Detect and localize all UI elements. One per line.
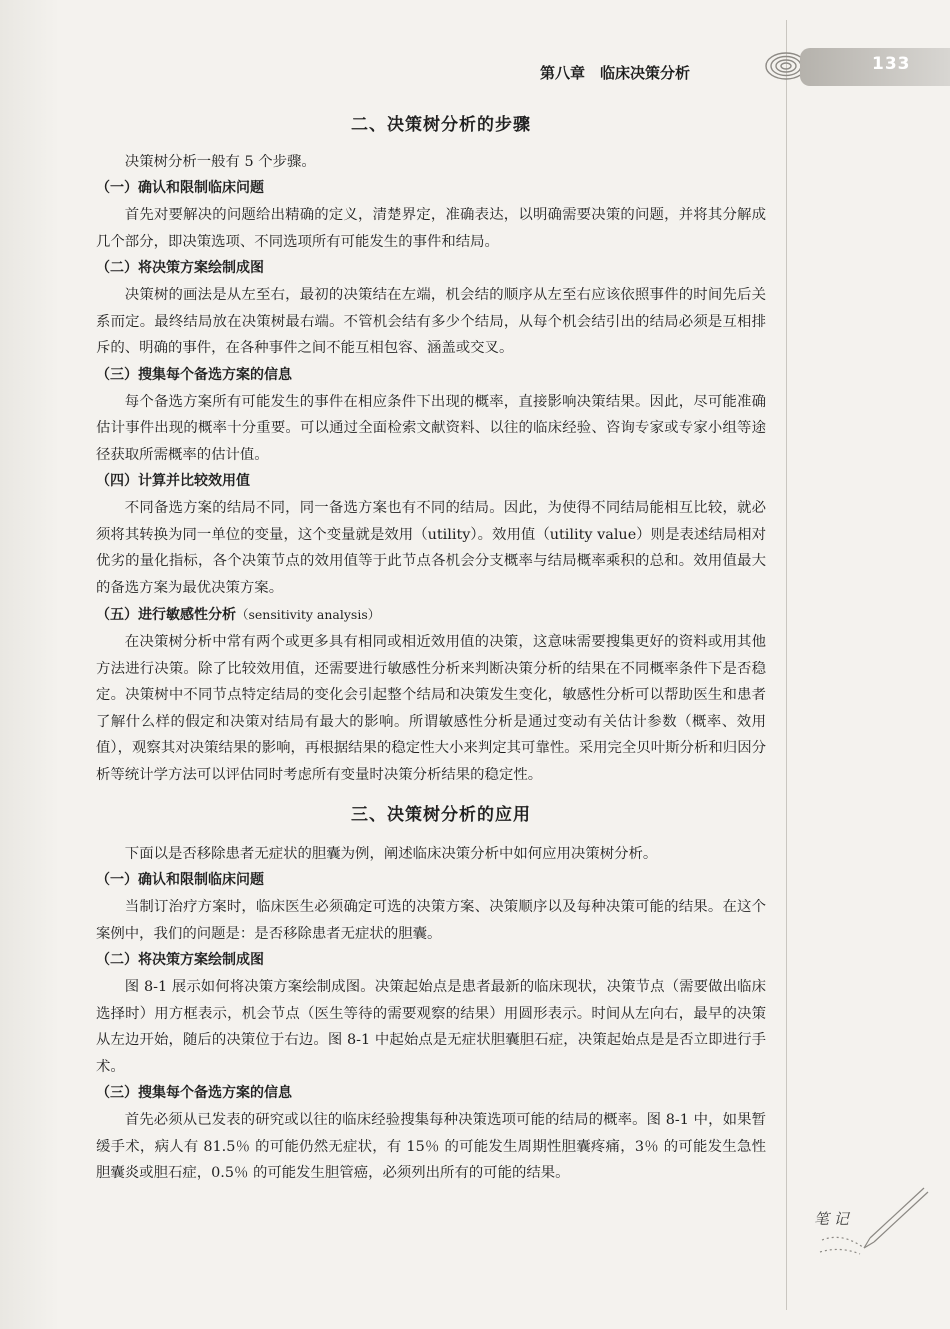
page-gutter-shadow: [0, 0, 60, 1329]
step-heading: （二）将决策方案绘制成图: [96, 260, 264, 276]
step-paragraph: 当制订治疗方案时，临床医生必须确定可选的决策方案、决策顺序以及每种决策可能的结果。在这个案例中，我们的问题是：是否移除患者无症状的胆囊。: [96, 899, 766, 942]
step-heading: （四）计算并比较效用值: [96, 473, 250, 489]
page-number: 133: [872, 54, 911, 74]
step-paragraph: 首先必须从已发表的研究或以往的临床经验搜集每种决策选项可能的结局的概率。图 8-1 中，如果暂缓手术，病人有 81.5％ 的可能仍然无症状，有 15％ 的可能发生周期性胆囊疼痛，3％ 的可能发生急性胆囊炎或胆石症，0.5％ 的可能发生胆管癌，必须列出所有的可能的结果。: [96, 1112, 766, 1181]
running-header: [540, 58, 690, 86]
step-heading: （二）将决策方案绘制成图: [96, 952, 264, 968]
step-heading-sensitivity: [96, 601, 766, 629]
step-paragraph: 在决策树分析中常有两个或更多具有相同或相近效用值的决策，这意味需要搜集更好的资料或用其他方法进行决策。除了比较效用值，还需要进行敏感性分析来判断决策分析的结果在不同概率条件下是否稳定。决策树中不同节点特定结局的变化会引起整个结局和决策发生变化，敏感性分析可以帮助医生和患者了解什么样的假定和决策对结局有最大的影响。所谓敏感性分析是通过变动有关估计参数（概率、效用值），观察其对决策结果的影响，再根据结果的稳定性大小来判定其可靠性。采用完全贝叶斯分析和归因分析等统计学方法可以评估同时考虑所有变量时决策分析结果的稳定性。: [96, 634, 766, 783]
step-paragraph: 不同备选方案的结局不同，同一备选方案也有不同的结局。因此，为使得不同结局能相互比较，就必须将其转换为同一单位的变量，这个变量就是效用（utility）。效用值（utility value）则是表述结局相对优劣的量化指标，各个决策节点的效用值等于此节点各机会分支概率与结局概率乘积的总和。效用值最大的备选方案为最优决策方案。: [96, 500, 766, 596]
step-paragraph: 首先对要解决的问题给出精确的定义，清楚界定，准确表达，以明确需要决策的问题，并将其分解成几个部分，即决策选项、不同选项所有可能发生的事件和结局。: [96, 207, 766, 250]
chapter-title: 第八章 临床决策分析: [540, 63, 691, 82]
page-body: [96, 112, 766, 1187]
section-intro: 下面以是否移除患者无症状的胆囊为例，阐述临床决策分析中如何应用决策树分析。: [124, 845, 658, 862]
section-title: 三、决策树分析的应用: [351, 805, 531, 825]
step-paragraph: 每个备选方案所有可能发生的事件在相应条件下出现的概率，直接影响决策结果。因此，尽可能准确估计事件出现的概率十分重要。可以通过全面检索文献资料、以往的临床经验、咨询专家或专家小组等途径获取所需概率的估计值。: [96, 393, 766, 463]
step-paragraph: 图 8-1 展示如何将决策方案绘制成图。决策起始点是患者最新的临床现状，决策节点（需要做出临床选择时）用方框表示，机会节点（医生等待的需要观察的结果）用圆形表示。时间从左向右，最早的决策从左边开始，随后的决策位于右边。图 8-1 中起始点是无症状胆囊胆石症，决策起始点是是否立即进行手术。: [96, 979, 766, 1075]
margin-divider: [786, 20, 787, 1310]
notes-label: 笔 记: [814, 1210, 849, 1228]
step-heading: （三）搜集每个备选方案的信息: [96, 366, 292, 383]
step-heading-text: （五）进行敏感性分析: [96, 607, 236, 623]
step-heading: （一）确认和限制临床问题: [96, 180, 264, 196]
step-heading: （一）确认和限制临床问题: [96, 872, 264, 888]
section-title: 二、决策树分析的步骤: [351, 115, 531, 135]
step-heading: （三）搜集每个备选方案的信息: [96, 1085, 292, 1101]
section-intro: 决策树分析一般有 5 个步骤。: [124, 153, 316, 170]
step-heading-english: （sensitivity analysis）: [236, 607, 381, 622]
step-paragraph: 决策树的画法是从左至右，最初的决策结在左端，机会结的顺序从左至右应该依照事件的时间先后关系而定。最终结局放在决策树最右端。不管机会结有多少个结局，从每个机会结引出的结局必须是互相排斥的、明确的事件，在各种事件之间不能互相包容、涵盖或交叉。: [96, 287, 766, 356]
